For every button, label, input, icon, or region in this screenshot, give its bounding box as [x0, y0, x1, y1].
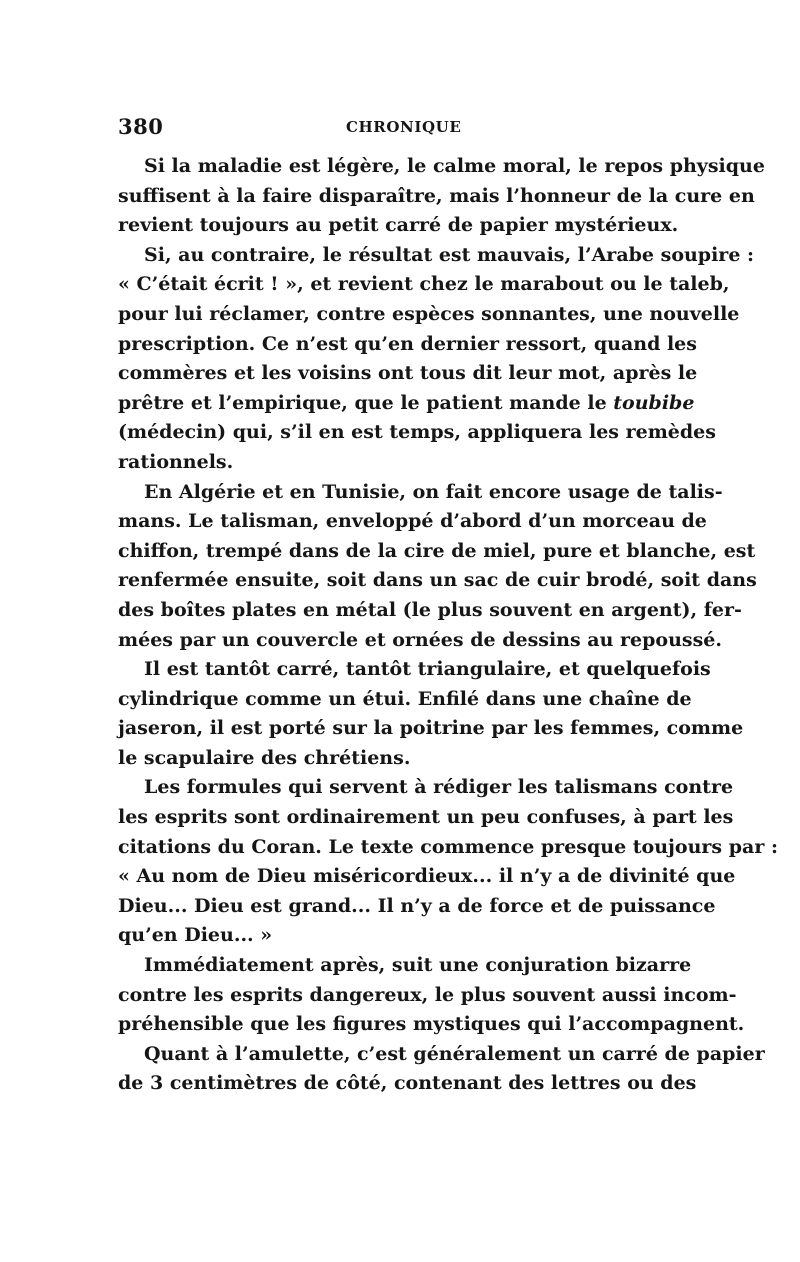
text-line: des boîtes plates en métal (le plus souvent en argent), fer- — [118, 598, 742, 621]
text-line: pour lui réclamer, contre espèces sonnantes, une nouvelle — [118, 302, 740, 325]
text-line: de 3 centimètres de côté, contenant des lettres ou des — [118, 1072, 697, 1095]
text-line: qu’en Dieu... » — [118, 924, 273, 947]
text-line: commères et les voisins ont tous dit leur mot, après le — [118, 362, 698, 385]
text-line: citations du Coran. Le texte commence presque toujours par : — [118, 835, 778, 858]
text-line: Dieu... Dieu est grand... Il n’y a de force et de puissance — [118, 894, 716, 917]
running-head: CHRONIQUE — [346, 118, 462, 136]
text-line — [118, 389, 695, 419]
page-header — [118, 112, 681, 142]
text-line: « Au nom de Dieu miséricordieux... il n’y a de divinité que — [118, 865, 736, 888]
text-line-segment: prêtre et l’empirique, que le patient mande le — [118, 391, 607, 414]
text-line: suffisent à la faire disparaître, mais l’honneur de la cure en — [118, 184, 755, 207]
text-line: préhensible que les figures mystiques qui l’accompagnent. — [118, 1013, 745, 1036]
text-line: « C’était écrit ! », et revient chez le marabout ou le taleb, — [118, 273, 730, 296]
text-line: le scapulaire des chrétiens. — [118, 746, 411, 769]
text-line: contre les esprits dangereux, le plus souvent aussi incom- — [118, 983, 737, 1006]
text-line: jaseron, il est porté sur la poitrine par les femmes, comme — [118, 717, 744, 740]
page-number: 380 — [118, 114, 164, 139]
text-line: les esprits sont ordinairement un peu confuses, à part les — [118, 806, 734, 829]
text-line: renfermée ensuite, soit dans un sac de cuir brodé, soit dans — [118, 569, 757, 592]
text-line: prescription. Ce n’est qu’en dernier ressort, quand les — [118, 332, 697, 355]
text-line: Quant à l’amulette, c’est généralement un carré de papier — [144, 1042, 765, 1065]
text-line: Les formules qui servent à rédiger les talismans contre — [144, 776, 734, 799]
text-line: mans. Le talisman, enveloppé d’abord d’un morceau de — [118, 510, 707, 533]
body-text — [118, 152, 778, 1099]
text-line: (médecin) qui, s’il en est temps, appliquera les remèdes — [118, 421, 716, 444]
text-line: cylindrique comme un étui. Enfilé dans une chaîne de — [118, 687, 692, 710]
italic-word: toubibe — [613, 391, 695, 414]
text-line: Il est tantôt carré, tantôt triangulaire, et quelquefois — [144, 658, 711, 681]
text-line: rationnels. — [118, 450, 234, 473]
text-line: En Algérie et en Tunisie, on fait encore usage de talis- — [144, 480, 723, 503]
text-line: Immédiatement après, suit une conjuration bizarre — [144, 954, 692, 977]
text-line: Si, au contraire, le résultat est mauvais, l’Arabe soupire : — [144, 243, 755, 266]
text-line: revient toujours au petit carré de papier mystérieux. — [118, 214, 679, 237]
text-line: chiffon, trempé dans de la cire de miel, pure et blanche, est — [118, 539, 756, 562]
text-line: mées par un couvercle et ornées de dessins au repoussé. — [118, 628, 723, 651]
text-line: Si la maladie est légère, le calme moral, le repos physique — [144, 155, 765, 177]
